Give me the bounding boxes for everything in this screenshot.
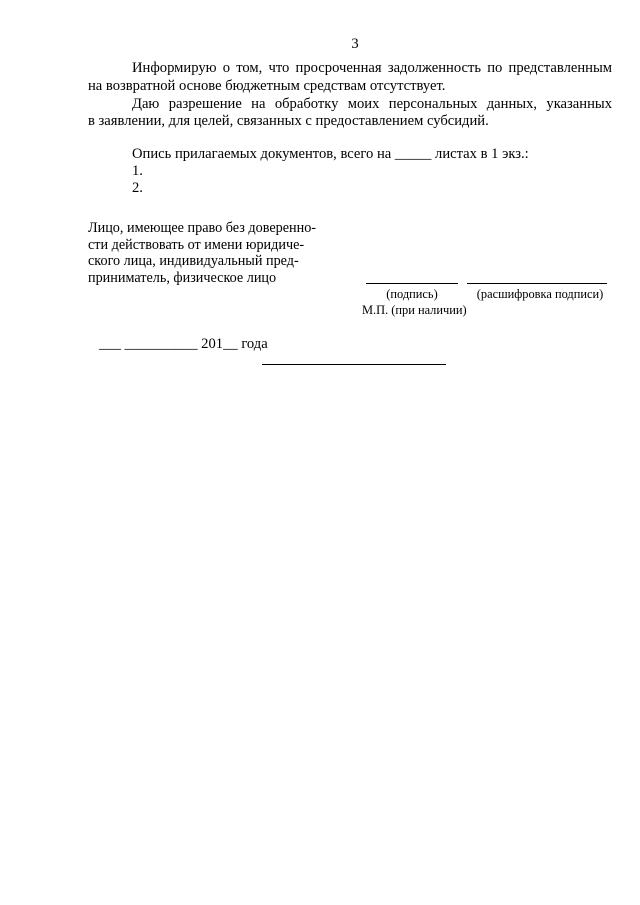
date-month-blank[interactable]: __________ (124, 336, 198, 352)
paragraph-consent-line2: в заявлении, для целей, связанных с предоставлением субсидий. (88, 113, 489, 129)
inventory-lead: Опись прилагаемых документов, всего на (132, 146, 392, 162)
date-line (99, 336, 268, 353)
signature-decode-caption: (расшифровка подписи) (476, 287, 604, 301)
stamp-note: М.П. (при наличии) (362, 303, 467, 317)
bottom-rule (262, 364, 446, 365)
date-year-prefix: 201 (201, 336, 224, 352)
inventory-tail: листах в 1 экз.: (435, 146, 529, 162)
signer-line-2: сти действовать от имени юридиче- (88, 237, 305, 253)
paragraph-debt-line1: Информирую о том, что просроченная задолженность по представленным (132, 60, 612, 76)
date-year-blank[interactable]: __ (223, 336, 238, 352)
paragraph-debt-line2: на возвратной основе бюджетным средствам отсутствует. (88, 78, 446, 94)
inventory-sheet-count-blank[interactable]: _____ (394, 146, 432, 162)
date-suffix: года (241, 336, 268, 352)
page-number: 3 (351, 36, 359, 52)
date-day-blank[interactable]: ___ (99, 336, 121, 352)
signature-line[interactable] (366, 283, 458, 284)
inventory-item-2[interactable]: 2. (132, 180, 143, 196)
paragraph-consent-line1: Даю разрешение на обработку моих персональных данных, указанных (132, 96, 612, 112)
signer-line-1: Лицо, имеющее право без доверенно- (88, 220, 317, 236)
signature-caption: (подпись) (386, 287, 438, 301)
inventory-line (132, 146, 529, 163)
signer-line-3: ского лица, индивидуальный пред- (88, 253, 299, 269)
signature-decode-line[interactable] (467, 283, 607, 284)
signer-line-4: приниматель, физическое лицо (88, 270, 277, 286)
inventory-item-1[interactable]: 1. (132, 163, 143, 179)
